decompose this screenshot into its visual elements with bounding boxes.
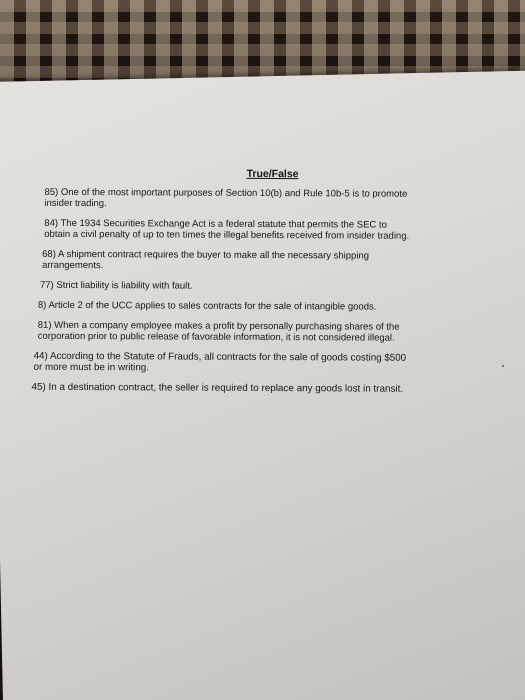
- question-45: 45) In a destination contract, the seller is required to replace any goods lost in transit.: [31, 381, 404, 395]
- section-heading: True/False: [246, 167, 299, 181]
- question-44: 44) According to the Statute of Frauds, all contracts for the sale of goods costing $500 or more must be in writing.: [33, 350, 407, 374]
- worksheet-content: [31, 167, 502, 404]
- question-85: 85) One of the most important purposes of Section 10(b) and Rule 10b-5 is to promote insider trading.: [44, 186, 408, 210]
- pencil-mark: [502, 365, 504, 367]
- question-8: 8) Article 2 of the UCC applies to sales contracts for the sale of intangible goods.: [37, 299, 377, 313]
- question-81: 81) When a company employee makes a profit by personally purchasing shares of the corporation prior to public release of favorable information, it is not considered illegal.: [37, 319, 400, 344]
- question-84: 84) The 1934 Securities Exchange Act is a federal statute that permits the SEC to obtain a civil penalty of up to ten times the illegal benefits received from insider trading.: [44, 217, 410, 242]
- question-68: 68) A shipment contract requires the buyer to make all the necessary shipping arrangements.: [42, 248, 370, 272]
- question-77: 77) Strict liability is liability with fault.: [39, 279, 193, 292]
